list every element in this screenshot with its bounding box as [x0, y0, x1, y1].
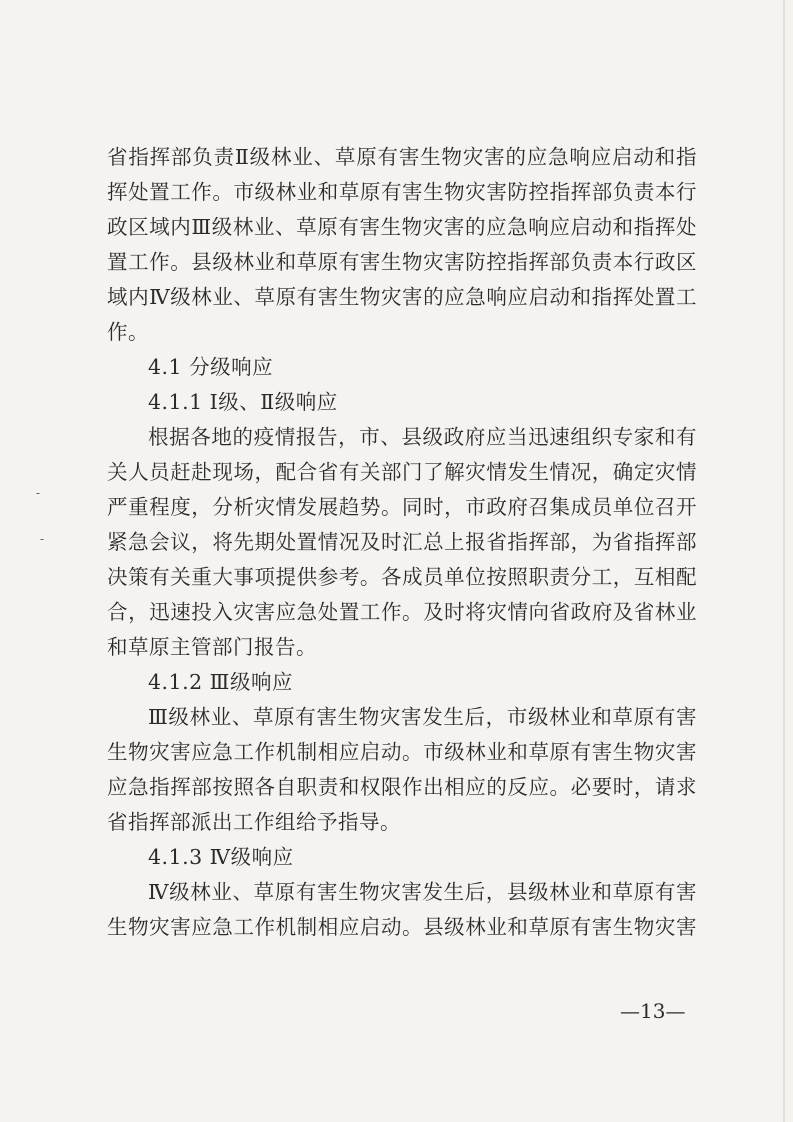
subsection-heading: 4.1.3 Ⅳ级响应 — [148, 845, 294, 869]
scan-edge — [783, 0, 785, 1122]
paragraph-line: 域内Ⅳ级林业、草原有害生物灾害的应急响应启动和指挥处置工 — [107, 285, 697, 309]
paragraph-line: 置工作。县级林业和草原有害生物灾害防控指挥部负责本行政区 — [107, 250, 697, 274]
paragraph-line: 作。 — [107, 320, 149, 344]
paragraph-line: 省指挥部负责Ⅱ级林业、草原有害生物灾害的应急响应启动和指 — [107, 145, 697, 169]
subsection-heading: 4.1.2 Ⅲ级响应 — [148, 670, 293, 694]
paragraph-line: 紧急会议，将先期处置情况及时汇总上报省指挥部，为省指挥部 — [107, 530, 697, 554]
paragraph-line: 严重程度，分析灾情发展趋势。同时，市政府召集成员单位召开 — [107, 495, 697, 519]
paragraph-line: 省指挥部派出工作组给予指导。 — [107, 810, 401, 834]
paragraph-line: 根据各地的疫情报告，市、县级政府应当迅速组织专家和有 — [148, 425, 697, 449]
subsection-heading: 4.1.1 Ⅰ级、Ⅱ级响应 — [148, 390, 338, 414]
paragraph-line: 关人员赶赴现场，配合省有关部门了解灾情发生情况，确定灾情 — [107, 460, 697, 484]
paragraph-line: 政区域内Ⅲ级林业、草原有害生物灾害的应急响应启动和指挥处 — [107, 215, 697, 239]
paragraph-line: 挥处置工作。市级林业和草原有害生物灾害防控指挥部负责本行 — [107, 180, 697, 204]
body-text — [107, 140, 697, 945]
paragraph-line: 合，迅速投入灾害应急处置工作。及时将灾情向省政府及省林业 — [107, 600, 697, 624]
paragraph-line: Ⅲ级林业、草原有害生物灾害发生后，市级林业和草原有害 — [148, 705, 697, 729]
section-heading: 4.1 分级响应 — [148, 355, 274, 379]
paragraph-line: Ⅳ级林业、草原有害生物灾害发生后，县级林业和草原有害 — [148, 880, 697, 904]
paragraph-line: 生物灾害应急工作机制相应启动。县级林业和草原有害生物灾害 — [107, 915, 697, 939]
paragraph-line: 决策有关重大事项提供参考。各成员单位按照职责分工，互相配 — [107, 565, 697, 589]
paragraph-line: 应急指挥部按照各自职责和权限作出相应的反应。必要时，请求 — [107, 775, 697, 799]
paragraph-line: 和草原主管部门报告。 — [107, 635, 317, 659]
paragraph-line: 生物灾害应急工作机制相应启动。市级林业和草原有害生物灾害 — [107, 740, 697, 764]
margin-mark: - — [36, 486, 41, 500]
page-number: —13— — [620, 999, 686, 1023]
margin-mark: - — [40, 532, 45, 546]
